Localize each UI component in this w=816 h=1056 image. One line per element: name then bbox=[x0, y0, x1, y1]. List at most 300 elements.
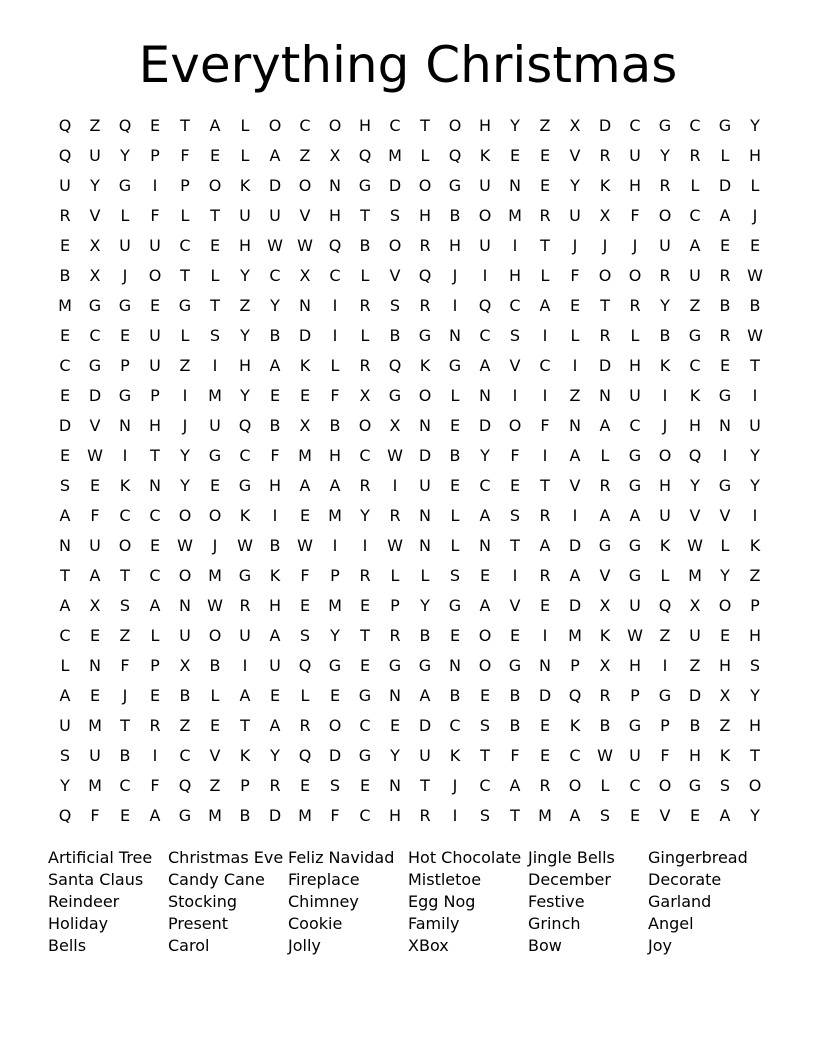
grid-letter: H bbox=[628, 176, 642, 195]
grid-letter: L bbox=[360, 326, 370, 345]
grid-letter: E bbox=[359, 596, 371, 615]
page-title: Everything Christmas bbox=[138, 36, 678, 94]
grid-letter: C bbox=[539, 356, 551, 375]
grid-letter: G bbox=[88, 296, 102, 315]
grid-letter: G bbox=[628, 536, 642, 555]
grid-letter: I bbox=[272, 506, 278, 525]
grid-letter: M bbox=[298, 446, 312, 465]
word-list bbox=[48, 847, 768, 957]
grid-letter: G bbox=[658, 116, 672, 135]
grid-letter: R bbox=[599, 326, 611, 345]
grid-letter: G bbox=[388, 386, 402, 405]
grid-letter: P bbox=[150, 146, 160, 165]
grid-letter: C bbox=[389, 116, 401, 135]
grid-letter: T bbox=[210, 206, 220, 225]
grid-letter: K bbox=[419, 356, 431, 375]
grid-letter: R bbox=[149, 716, 161, 735]
grid-letter: G bbox=[88, 356, 102, 375]
grid-letter: L bbox=[120, 206, 130, 225]
grid-letter: N bbox=[299, 296, 311, 315]
grid-letter: M bbox=[328, 506, 342, 525]
grid-letter: N bbox=[599, 386, 611, 405]
grid-letter: X bbox=[299, 266, 311, 285]
grid-letter: H bbox=[628, 656, 642, 675]
grid-letter: A bbox=[629, 506, 641, 525]
grid-letter: O bbox=[448, 116, 462, 135]
grid-letter: P bbox=[390, 596, 400, 615]
grid-row bbox=[50, 171, 770, 201]
grid-letter: Q bbox=[58, 806, 72, 825]
grid-letter: L bbox=[240, 146, 250, 165]
grid-letter: A bbox=[89, 566, 101, 585]
grid-letter: M bbox=[298, 806, 312, 825]
grid-letter: R bbox=[389, 506, 401, 525]
grid-letter: Z bbox=[89, 116, 101, 135]
grid-letter: K bbox=[599, 176, 611, 195]
grid-letter: Q bbox=[478, 296, 492, 315]
word-list-item: Reindeer bbox=[48, 892, 120, 911]
grid-letter: S bbox=[479, 806, 491, 825]
grid-letter: G bbox=[448, 176, 462, 195]
grid-row bbox=[50, 741, 770, 771]
grid-letter: L bbox=[450, 386, 460, 405]
grid-letter: E bbox=[209, 716, 221, 735]
grid-letter: D bbox=[388, 176, 402, 195]
grid-letter: E bbox=[59, 446, 71, 465]
grid-letter: X bbox=[89, 266, 101, 285]
grid-letter: B bbox=[209, 656, 221, 675]
grid-letter: A bbox=[59, 686, 71, 705]
grid-letter: T bbox=[420, 776, 430, 795]
grid-letter: U bbox=[89, 536, 101, 555]
word-list-item: Grinch bbox=[528, 914, 581, 933]
grid-letter: Q bbox=[418, 266, 432, 285]
grid-letter: E bbox=[209, 236, 221, 255]
grid-letter: C bbox=[479, 476, 491, 495]
grid-letter: L bbox=[330, 356, 340, 375]
grid-letter: I bbox=[122, 446, 128, 465]
grid-letter: I bbox=[722, 446, 728, 465]
grid-letter: C bbox=[89, 326, 101, 345]
grid-letter: Q bbox=[298, 746, 312, 765]
grid-letter: Y bbox=[60, 776, 70, 795]
grid-letter: C bbox=[629, 416, 641, 435]
grid-letter: L bbox=[420, 566, 430, 585]
grid-row bbox=[50, 231, 770, 261]
grid-letter: I bbox=[512, 566, 518, 585]
grid-letter: N bbox=[449, 656, 461, 675]
grid-letter: O bbox=[208, 176, 222, 195]
grid-letter: I bbox=[482, 266, 488, 285]
grid-letter: L bbox=[570, 326, 580, 345]
grid-letter: B bbox=[599, 716, 611, 735]
grid-letter: B bbox=[269, 416, 281, 435]
grid-letter: U bbox=[689, 266, 701, 285]
grid-letter: P bbox=[630, 686, 640, 705]
grid-letter: P bbox=[240, 776, 250, 795]
grid-row bbox=[50, 501, 770, 531]
grid-row bbox=[50, 351, 770, 381]
grid-letter: V bbox=[689, 506, 701, 525]
grid-letter: Q bbox=[568, 686, 582, 705]
grid-letter: I bbox=[152, 746, 158, 765]
grid-letter: D bbox=[298, 326, 312, 345]
grid-letter: W bbox=[297, 536, 313, 555]
grid-letter: M bbox=[208, 566, 222, 585]
grid-letter: E bbox=[149, 536, 161, 555]
grid-letter: B bbox=[509, 716, 521, 735]
grid-letter: L bbox=[210, 686, 220, 705]
grid-letter: Y bbox=[120, 146, 130, 165]
grid-letter: S bbox=[59, 476, 71, 495]
grid-letter: E bbox=[479, 686, 491, 705]
grid-letter: B bbox=[119, 746, 131, 765]
grid-row bbox=[50, 801, 770, 831]
grid-letter: N bbox=[419, 536, 431, 555]
grid-row bbox=[50, 411, 770, 441]
grid-letter: B bbox=[419, 626, 431, 645]
grid-letter: F bbox=[510, 746, 520, 765]
grid-letter: R bbox=[659, 176, 671, 195]
grid-letter: W bbox=[237, 536, 253, 555]
grid-letter: A bbox=[269, 716, 281, 735]
grid-letter: Y bbox=[90, 176, 100, 195]
grid-letter: R bbox=[359, 356, 371, 375]
word-list-item: Cookie bbox=[288, 914, 343, 933]
grid-letter: E bbox=[749, 236, 761, 255]
grid-letter: U bbox=[629, 146, 641, 165]
grid-letter: G bbox=[238, 476, 252, 495]
grid-letter: Y bbox=[270, 746, 280, 765]
grid-letter: F bbox=[150, 206, 160, 225]
grid-letter: G bbox=[628, 566, 642, 585]
grid-letter: X bbox=[719, 686, 731, 705]
grid-letter: O bbox=[268, 116, 282, 135]
grid-letter: S bbox=[449, 566, 461, 585]
grid-letter: B bbox=[269, 326, 281, 345]
grid-letter: I bbox=[752, 386, 758, 405]
grid-letter: E bbox=[449, 416, 461, 435]
grid-letter: X bbox=[359, 386, 371, 405]
grid-letter: D bbox=[268, 806, 282, 825]
word-list-item: Bells bbox=[48, 936, 87, 955]
grid-letter: J bbox=[452, 266, 458, 285]
grid-letter: S bbox=[509, 326, 521, 345]
grid-letter: X bbox=[89, 596, 101, 615]
grid-letter: G bbox=[628, 476, 642, 495]
grid-letter: W bbox=[627, 626, 643, 645]
grid-letter: K bbox=[569, 716, 581, 735]
grid-letter: T bbox=[510, 806, 520, 825]
grid-letter: C bbox=[689, 116, 701, 135]
grid-letter: V bbox=[509, 596, 521, 615]
grid-letter: H bbox=[718, 656, 732, 675]
grid-letter: V bbox=[659, 806, 671, 825]
grid-letter: T bbox=[150, 446, 160, 465]
grid-letter: U bbox=[569, 206, 581, 225]
grid-letter: C bbox=[629, 776, 641, 795]
grid-letter: R bbox=[539, 506, 551, 525]
grid-letter: Q bbox=[298, 656, 312, 675]
grid-letter: J bbox=[182, 416, 188, 435]
grid-letter: E bbox=[359, 656, 371, 675]
grid-letter: Q bbox=[178, 776, 192, 795]
word-column bbox=[528, 847, 648, 957]
grid-letter: B bbox=[659, 326, 671, 345]
grid-letter: A bbox=[509, 776, 521, 795]
grid-letter: M bbox=[388, 146, 402, 165]
grid-letter: E bbox=[59, 386, 71, 405]
grid-letter: T bbox=[510, 536, 520, 555]
grid-letter: A bbox=[149, 806, 161, 825]
grid-letter: K bbox=[449, 746, 461, 765]
grid-letter: A bbox=[59, 506, 71, 525]
grid-letter: M bbox=[208, 386, 222, 405]
grid-letter: Y bbox=[330, 626, 340, 645]
grid-letter: C bbox=[479, 326, 491, 345]
grid-letter: E bbox=[299, 386, 311, 405]
grid-letter: K bbox=[269, 566, 281, 585]
grid-letter: E bbox=[539, 596, 551, 615]
grid-letter: L bbox=[720, 146, 730, 165]
word-list-item: Fireplace bbox=[288, 870, 360, 889]
grid-letter: L bbox=[360, 266, 370, 285]
grid-letter: K bbox=[239, 176, 251, 195]
grid-letter: E bbox=[269, 686, 281, 705]
grid-letter: D bbox=[568, 536, 582, 555]
grid-letter: V bbox=[719, 506, 731, 525]
grid-letter: F bbox=[660, 746, 670, 765]
grid-row bbox=[50, 441, 770, 471]
grid-letter: W bbox=[267, 236, 283, 255]
grid-letter: V bbox=[209, 746, 221, 765]
grid-letter: Z bbox=[539, 116, 551, 135]
grid-letter: M bbox=[208, 806, 222, 825]
grid-letter: M bbox=[88, 716, 102, 735]
grid-letter: A bbox=[719, 806, 731, 825]
grid-letter: J bbox=[452, 776, 458, 795]
grid-letter: E bbox=[539, 746, 551, 765]
grid-row bbox=[50, 381, 770, 411]
grid-letter: R bbox=[539, 776, 551, 795]
grid-letter: L bbox=[300, 686, 310, 705]
grid-letter: C bbox=[149, 506, 161, 525]
letter-grid bbox=[50, 111, 770, 831]
word-list-item: Santa Claus bbox=[48, 870, 144, 889]
grid-letter: Z bbox=[689, 656, 701, 675]
grid-letter: A bbox=[479, 596, 491, 615]
grid-letter: F bbox=[300, 566, 310, 585]
grid-letter: S bbox=[299, 626, 311, 645]
grid-row bbox=[50, 771, 770, 801]
grid-letter: Q bbox=[118, 116, 132, 135]
grid-letter: V bbox=[569, 476, 581, 495]
word-list-item: Gingerbread bbox=[648, 848, 748, 867]
grid-letter: Y bbox=[180, 476, 190, 495]
grid-letter: I bbox=[332, 536, 338, 555]
grid-letter: X bbox=[89, 236, 101, 255]
grid-letter: V bbox=[599, 566, 611, 585]
grid-letter: I bbox=[542, 386, 548, 405]
grid-row bbox=[50, 591, 770, 621]
grid-letter: G bbox=[418, 326, 432, 345]
grid-letter: G bbox=[178, 806, 192, 825]
grid-letter: P bbox=[150, 656, 160, 675]
grid-letter: Y bbox=[570, 176, 580, 195]
grid-letter: S bbox=[719, 776, 731, 795]
grid-letter: S bbox=[749, 656, 761, 675]
grid-letter: Y bbox=[420, 596, 430, 615]
grid-letter: F bbox=[180, 146, 190, 165]
grid-letter: H bbox=[628, 356, 642, 375]
grid-letter: Y bbox=[180, 446, 190, 465]
grid-letter: A bbox=[299, 476, 311, 495]
grid-letter: D bbox=[328, 746, 342, 765]
grid-letter: U bbox=[689, 626, 701, 645]
grid-letter: Y bbox=[690, 476, 700, 495]
grid-letter: X bbox=[689, 596, 701, 615]
grid-letter: U bbox=[89, 746, 101, 765]
grid-letter: C bbox=[569, 746, 581, 765]
grid-letter: E bbox=[299, 776, 311, 795]
grid-letter: G bbox=[118, 296, 132, 315]
grid-letter: J bbox=[662, 416, 668, 435]
grid-letter: A bbox=[209, 116, 221, 135]
grid-letter: N bbox=[419, 506, 431, 525]
grid-letter: M bbox=[688, 566, 702, 585]
grid-letter: I bbox=[542, 626, 548, 645]
grid-letter: U bbox=[89, 146, 101, 165]
grid-letter: I bbox=[752, 506, 758, 525]
word-list-item: Angel bbox=[648, 914, 694, 933]
grid-letter: T bbox=[120, 566, 130, 585]
grid-letter: B bbox=[59, 266, 71, 285]
grid-row bbox=[50, 111, 770, 141]
grid-letter: E bbox=[719, 626, 731, 645]
grid-letter: O bbox=[118, 536, 132, 555]
word-list-item: Mistletoe bbox=[408, 870, 482, 889]
grid-letter: E bbox=[299, 506, 311, 525]
grid-letter: C bbox=[359, 716, 371, 735]
grid-letter: K bbox=[119, 476, 131, 495]
grid-letter: B bbox=[329, 416, 341, 435]
grid-letter: N bbox=[719, 416, 731, 435]
grid-letter: Y bbox=[240, 266, 250, 285]
grid-letter: Q bbox=[328, 236, 342, 255]
grid-letter: U bbox=[59, 176, 71, 195]
grid-letter: U bbox=[269, 206, 281, 225]
grid-letter: W bbox=[297, 236, 313, 255]
grid-letter: T bbox=[180, 266, 190, 285]
grid-letter: B bbox=[689, 716, 701, 735]
grid-letter: N bbox=[389, 776, 401, 795]
grid-letter: E bbox=[119, 806, 131, 825]
grid-letter: D bbox=[88, 386, 102, 405]
grid-letter: N bbox=[149, 476, 161, 495]
grid-letter: I bbox=[392, 476, 398, 495]
grid-letter: H bbox=[748, 716, 762, 735]
grid-letter: T bbox=[360, 206, 370, 225]
grid-letter: X bbox=[599, 206, 611, 225]
grid-letter: A bbox=[599, 506, 611, 525]
grid-letter: B bbox=[359, 236, 371, 255]
grid-letter: N bbox=[179, 596, 191, 615]
grid-letter: R bbox=[659, 266, 671, 285]
grid-letter: S bbox=[479, 716, 491, 735]
grid-letter: Y bbox=[660, 146, 670, 165]
grid-letter: O bbox=[508, 416, 522, 435]
grid-letter: A bbox=[239, 686, 251, 705]
grid-letter: K bbox=[659, 356, 671, 375]
grid-letter: D bbox=[718, 176, 732, 195]
grid-letter: I bbox=[332, 296, 338, 315]
grid-letter: Q bbox=[448, 146, 462, 165]
grid-letter: V bbox=[299, 206, 311, 225]
grid-letter: F bbox=[90, 806, 100, 825]
grid-letter: F bbox=[570, 266, 580, 285]
grid-letter: W bbox=[207, 596, 223, 615]
grid-letter: O bbox=[718, 596, 732, 615]
grid-letter: O bbox=[418, 386, 432, 405]
grid-letter: A bbox=[269, 626, 281, 645]
grid-letter: S bbox=[329, 776, 341, 795]
grid-letter: S bbox=[59, 746, 71, 765]
grid-letter: U bbox=[659, 506, 671, 525]
grid-letter: K bbox=[749, 536, 761, 555]
word-list-item: Joy bbox=[648, 936, 672, 955]
grid-letter: I bbox=[542, 326, 548, 345]
grid-letter: R bbox=[239, 596, 251, 615]
grid-letter: S bbox=[389, 296, 401, 315]
grid-letter: H bbox=[148, 416, 162, 435]
grid-letter: O bbox=[478, 206, 492, 225]
grid-letter: H bbox=[748, 626, 762, 645]
grid-letter: G bbox=[118, 176, 132, 195]
grid-letter: R bbox=[299, 716, 311, 735]
grid-letter: N bbox=[119, 416, 131, 435]
grid-letter: C bbox=[179, 746, 191, 765]
grid-letter: F bbox=[90, 506, 100, 525]
grid-letter: I bbox=[452, 806, 458, 825]
grid-letter: U bbox=[239, 206, 251, 225]
grid-letter: A bbox=[689, 236, 701, 255]
grid-letter: Q bbox=[388, 356, 402, 375]
grid-letter: E bbox=[209, 146, 221, 165]
grid-letter: J bbox=[632, 236, 638, 255]
grid-letter: N bbox=[539, 656, 551, 675]
grid-letter: K bbox=[239, 506, 251, 525]
grid-letter: M bbox=[508, 206, 522, 225]
grid-letter: Z bbox=[179, 716, 191, 735]
word-list-item: Christmas Eve bbox=[168, 848, 284, 867]
grid-letter: I bbox=[452, 296, 458, 315]
grid-letter: G bbox=[178, 296, 192, 315]
grid-letter: D bbox=[58, 416, 72, 435]
grid-letter: L bbox=[210, 266, 220, 285]
grid-letter: O bbox=[328, 116, 342, 135]
grid-letter: A bbox=[59, 596, 71, 615]
grid-letter: E bbox=[209, 476, 221, 495]
grid-letter: T bbox=[360, 626, 370, 645]
word-list-item: Artificial Tree bbox=[48, 848, 153, 867]
grid-letter: T bbox=[750, 356, 760, 375]
grid-letter: F bbox=[120, 656, 130, 675]
grid-letter: H bbox=[388, 806, 402, 825]
grid-letter: P bbox=[570, 656, 580, 675]
grid-letter: E bbox=[149, 116, 161, 135]
grid-letter: K bbox=[719, 746, 731, 765]
grid-letter: Z bbox=[689, 296, 701, 315]
